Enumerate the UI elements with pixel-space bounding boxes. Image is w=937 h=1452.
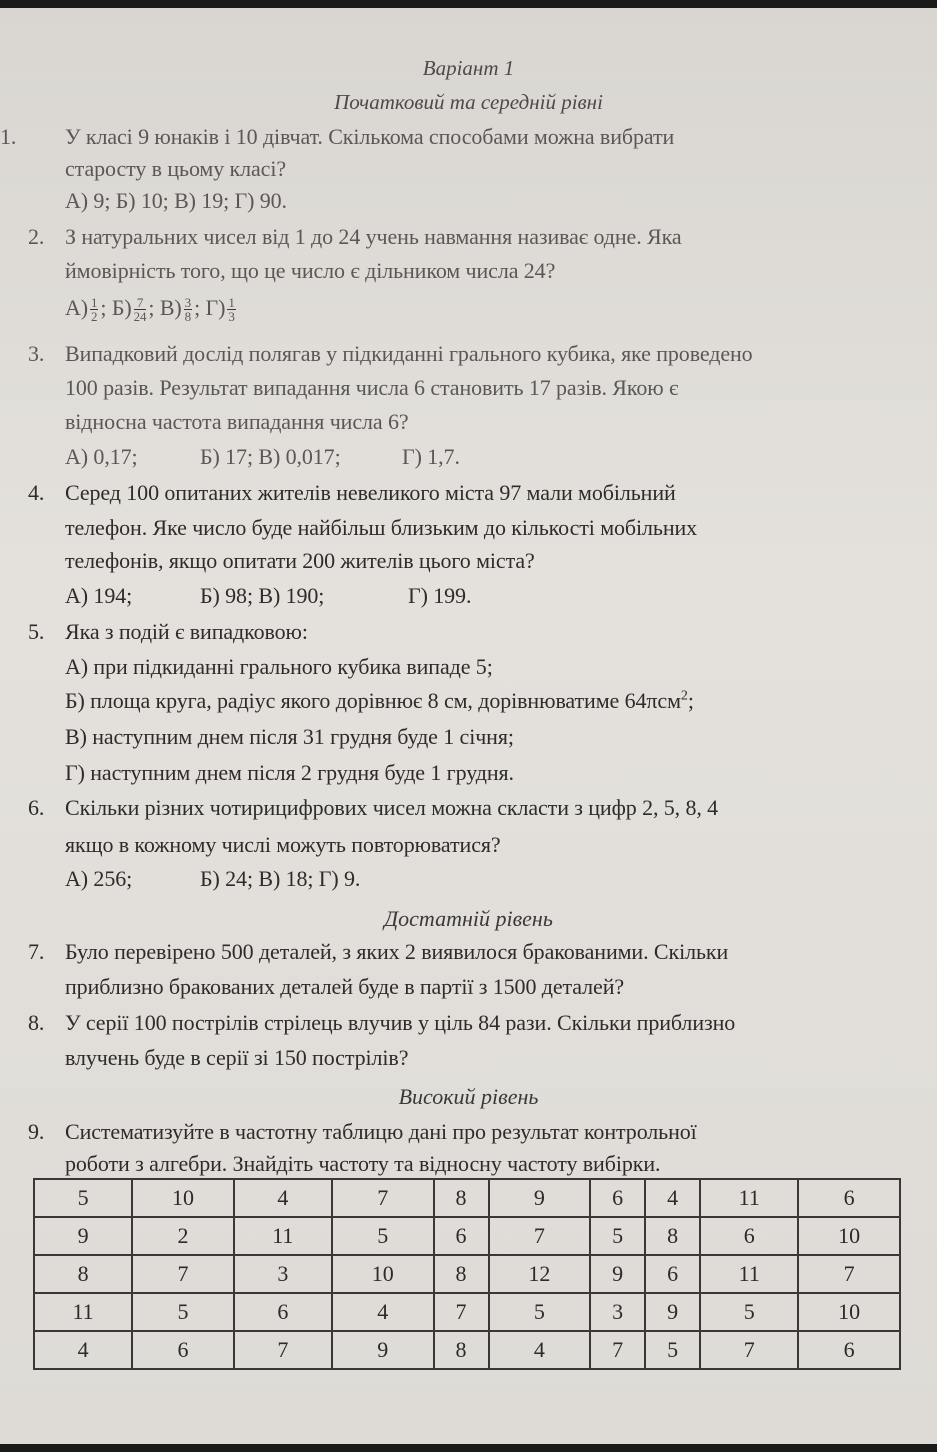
- q7-line1: Було перевірено 500 деталей, з яких 2 виявилося бракованими. Скільки: [65, 939, 729, 964]
- table-cell: 4: [489, 1331, 591, 1369]
- table-cell: 10: [798, 1293, 900, 1331]
- q6-number: 6.: [28, 795, 45, 820]
- table-cell: 7: [434, 1293, 489, 1331]
- q5-option-a: А) при підкиданні грального кубика випаде 5;: [65, 654, 493, 679]
- table-cell: 3: [234, 1255, 332, 1293]
- q9-line1: Систематизуйте в частотну таблицю дані про результат контрольної: [65, 1119, 697, 1144]
- fraction-d: $\frac{1}{3}$: [228, 295, 235, 325]
- q3-number: 3.: [28, 341, 45, 366]
- q4-line3: телефонів, якщо опитати 200 жителів цього міста?: [65, 548, 535, 573]
- q7-number: 7.: [28, 939, 45, 964]
- q3-answer-bc: Б) 17; В) 0,017;: [200, 444, 341, 469]
- q2-number: 2.: [28, 224, 45, 249]
- table-cell: 10: [798, 1217, 900, 1255]
- table-cell: 9: [590, 1255, 645, 1293]
- q3-answer-d: Г) 1,7.: [402, 444, 460, 469]
- fraction-c: $\frac{3}{8}$: [184, 295, 192, 325]
- q4-answer-d: Г) 199.: [408, 583, 472, 608]
- table-cell: 5: [700, 1293, 798, 1331]
- table-cell: 4: [645, 1179, 700, 1217]
- table-cell: 9: [332, 1331, 434, 1369]
- table-cell: 6: [234, 1293, 332, 1331]
- table-cell: 11: [34, 1293, 132, 1331]
- table-cell: 9: [34, 1217, 132, 1255]
- q8-line2: влучень буде в серії зі 150 пострілів?: [65, 1045, 409, 1070]
- q8-line1: У серії 100 пострілів стрілець влучив у ціль 84 рази. Скільки приблизно: [65, 1010, 736, 1035]
- q2-line1: З натуральних чисел від 1 до 24 учень навмання називає одне. Яка: [65, 224, 682, 249]
- table-cell: 5: [489, 1293, 591, 1331]
- q5-option-d: Г) наступним днем після 2 грудня буде 1 грудня.: [65, 760, 514, 785]
- table-cell: 8: [434, 1255, 489, 1293]
- table-cell: 7: [700, 1331, 798, 1369]
- level1-title: Початковий та середній рівні: [334, 90, 603, 114]
- q8-number: 8.: [28, 1010, 45, 1035]
- table-cell: 7: [234, 1331, 332, 1369]
- table-cell: 12: [489, 1255, 591, 1293]
- table-cell: 6: [798, 1179, 900, 1217]
- table-cell: 5: [332, 1217, 434, 1255]
- q6-line2: якщо в кожному числі можуть повторюватися?: [65, 832, 501, 857]
- table-row: [34, 1331, 900, 1369]
- table-cell: 6: [590, 1179, 645, 1217]
- table-cell: 7: [590, 1331, 645, 1369]
- table-cell: 11: [700, 1179, 798, 1217]
- table-cell: 6: [645, 1255, 700, 1293]
- table-cell: 7: [332, 1179, 434, 1217]
- q5-option-c: В) наступним днем після 31 грудня буде 1 січня;: [65, 724, 514, 749]
- table-row: [34, 1217, 900, 1255]
- q4-answer-a: А) 194;: [65, 583, 133, 608]
- q5-option-b: Б) площа круга, радіус якого дорівнює 8 см, дорівнюватиме 64πсм$^2$;: [65, 688, 694, 713]
- results-table: [33, 1178, 901, 1370]
- table-cell: 6: [700, 1217, 798, 1255]
- q2-answers: А) $\frac{1}{2}$ ; Б) $\frac{7}{24}$ ; В) $\frac{3}{8}$ ; Г) $\frac{1}{3}$: [65, 295, 235, 325]
- table-cell: 8: [645, 1217, 700, 1255]
- table-cell: 5: [645, 1331, 700, 1369]
- table-cell: 7: [132, 1255, 234, 1293]
- q3-line3: відносна частота випадання числа 6?: [65, 409, 409, 434]
- q4-line1: Серед 100 опитаних жителів невеликого міста 97 мали мобільний: [65, 480, 676, 505]
- q1-answers: А) 9; Б) 10; В) 19; Г) 90.: [65, 188, 287, 213]
- table-cell: 11: [700, 1255, 798, 1293]
- q3-line1: Випадковий дослід полягав у підкиданні грального кубика, яке проведено: [65, 341, 753, 366]
- table-cell: 6: [798, 1331, 900, 1369]
- q1-number: 1.: [0, 124, 17, 149]
- fraction-a: $\frac{1}{2}$: [91, 295, 98, 325]
- table-cell: 3: [590, 1293, 645, 1331]
- table-cell: 10: [332, 1255, 434, 1293]
- table-cell: 4: [34, 1331, 132, 1369]
- q6-answer-a: А) 256;: [65, 866, 133, 891]
- q6-answer-bcd: Б) 24; В) 18; Г) 9.: [200, 866, 361, 891]
- table-cell: 7: [798, 1255, 900, 1293]
- level2-title: Достатній рівень: [384, 906, 553, 931]
- q4-number: 4.: [28, 480, 45, 505]
- table-cell: 4: [234, 1179, 332, 1217]
- table-cell: 7: [489, 1217, 591, 1255]
- q1-line1: У класі 9 юнаків і 10 дівчат. Скількома способами можна вибрати: [65, 124, 675, 149]
- q2-line2: ймовірність того, що це число є дільником числа 24?: [65, 258, 556, 283]
- variant-title: Варіант 1: [422, 56, 515, 80]
- table-row: [34, 1293, 900, 1331]
- table-cell: 5: [34, 1179, 132, 1217]
- q5-line1: Яка з подій є випадковою:: [65, 619, 308, 644]
- q1-line2: старосту в цьому класі?: [65, 156, 287, 181]
- table-cell: 5: [590, 1217, 645, 1255]
- table-cell: 9: [645, 1293, 700, 1331]
- worksheet-page: [0, 8, 937, 1444]
- table-row: [34, 1255, 900, 1293]
- level3-title: Високий рівень: [398, 1084, 539, 1109]
- fraction-b: $\frac{7}{24}$: [133, 295, 147, 325]
- q7-line2: приблизно бракованих деталей буде в партії з 1500 деталей?: [65, 974, 625, 999]
- q3-line2: 100 разів. Результат випадання числа 6 становить 17 разів. Якою є: [65, 375, 679, 400]
- table-cell: 4: [332, 1293, 434, 1331]
- table-cell: 9: [489, 1179, 591, 1217]
- table-cell: 6: [434, 1217, 489, 1255]
- table-cell: 8: [434, 1331, 489, 1369]
- table-cell: 8: [34, 1255, 132, 1293]
- table-cell: 5: [132, 1293, 234, 1331]
- q9-number: 9.: [28, 1119, 45, 1144]
- q5-number: 5.: [28, 619, 45, 644]
- table-cell: 6: [132, 1331, 234, 1369]
- table-cell: 8: [434, 1179, 489, 1217]
- q3-answer-a: А) 0,17;: [65, 444, 138, 469]
- table-cell: 2: [132, 1217, 234, 1255]
- q4-answer-bc: Б) 98; В) 190;: [200, 583, 325, 608]
- q4-line2: телефон. Яке число буде найбільш близьким до кількості мобільних: [65, 515, 698, 540]
- table-cell: 10: [132, 1179, 234, 1217]
- q9-line2: роботи з алгебри. Знайдіть частоту та відносну частоту вибірки.: [65, 1151, 661, 1176]
- table-row: [34, 1179, 900, 1217]
- q6-line1: Скільки різних чотирицифрових чисел можна скласти з цифр 2, 5, 8, 4: [65, 795, 719, 820]
- table-cell: 11: [234, 1217, 332, 1255]
